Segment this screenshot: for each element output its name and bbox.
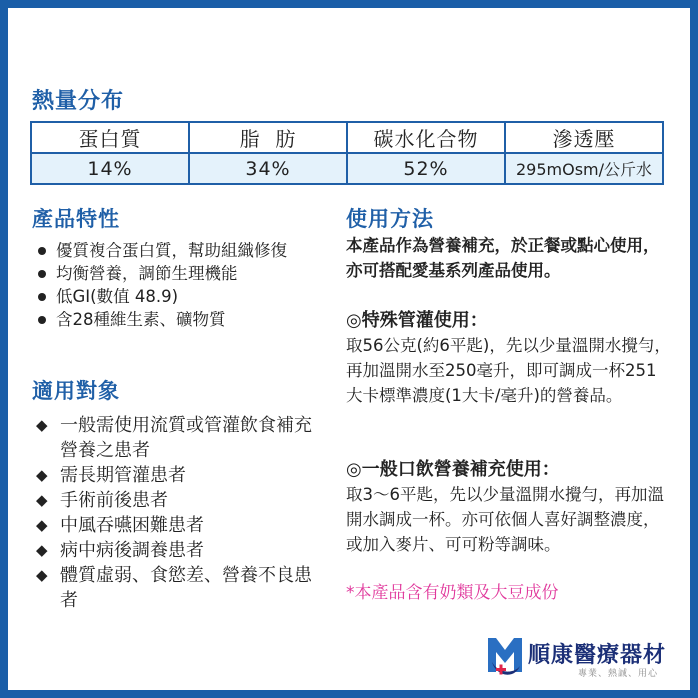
header-carbs: 碳水化合物 (347, 122, 505, 153)
list-item: 均衡營養，調節生理機能 (34, 262, 334, 285)
header-fat: 脂 肪 (189, 122, 347, 153)
diamond-bullet-icon: ◆ (36, 466, 48, 484)
diamond-bullet-icon: ◆ (36, 416, 48, 434)
features-list (34, 239, 334, 331)
list-item: ◆ 手術前後患者 (36, 490, 168, 511)
list-item: ◆ 病中病後調養患者 (36, 540, 204, 561)
tube-feeding-title: ◎特殊管灌使用： (346, 310, 488, 331)
diamond-bullet-icon: ◆ (36, 541, 48, 559)
features-title: 產品特性 (32, 207, 120, 231)
header-protein: 蛋白質 (31, 122, 189, 153)
list-item: 低GI(數值 48.9) (34, 285, 334, 308)
calorie-title: 熱量分布 (32, 89, 125, 114)
usage-title: 使用方法 (346, 207, 434, 231)
list-item: 優質複合蛋白質，幫助組織修復 (34, 239, 334, 262)
audience-list (36, 413, 326, 613)
table-header-row (31, 122, 663, 153)
usage-intro: 本產品作為營養補充，於正餐或點心使用，亦可搭配愛基系列產品使用。 (346, 236, 660, 280)
table-value-row (31, 153, 663, 184)
value-protein: 14% (31, 153, 189, 184)
allergen-warning: *本產品含有奶類及大豆成份 (346, 583, 559, 603)
value-carbs: 52% (347, 153, 505, 184)
list-item: ◆ 體質虛弱、食慾差、營養不良患者 (36, 565, 312, 611)
diamond-bullet-icon: ◆ (36, 566, 48, 584)
audience-title: 適用對象 (32, 379, 120, 403)
diamond-bullet-icon: ◆ (36, 516, 48, 534)
hospital-logo-icon (484, 632, 526, 682)
oral-use-title: ◎一般口飲營養補充使用： (346, 459, 560, 480)
oral-use-text: 取3～6平匙，先以少量溫開水攪勻，再加溫開水調成一杯。亦可依個人喜好調整濃度，或加入麥片、可可粉等調味。 (346, 485, 664, 554)
list-item: ◆ 中風吞嚥困難患者 (36, 515, 204, 536)
tube-feeding-text: 取56公克(約6平匙)，先以少量溫開水攪勻，再加溫開水至250毫升，即可調成一杯251大卡標準濃度(1大卡/毫升)的營養品。 (346, 336, 671, 405)
brand-name: 順康醫療器材 (528, 643, 667, 668)
list-item: ◆ 一般需使用流質或管灌飲食補充營養之患者 (36, 415, 312, 461)
brand-logo (484, 632, 674, 684)
list-item: ◆ 需長期管灌患者 (36, 465, 186, 486)
value-fat: 34% (189, 153, 347, 184)
list-item: 含28種維生素、礦物質 (34, 308, 334, 331)
calorie-table (30, 121, 664, 185)
header-osmolality: 滲透壓 (505, 122, 663, 153)
diamond-bullet-icon: ◆ (36, 491, 48, 509)
brand-slogan: 專業、熱誠、用心 (578, 669, 659, 679)
value-osmolality: 295mOsm/公斤水 (505, 153, 663, 184)
